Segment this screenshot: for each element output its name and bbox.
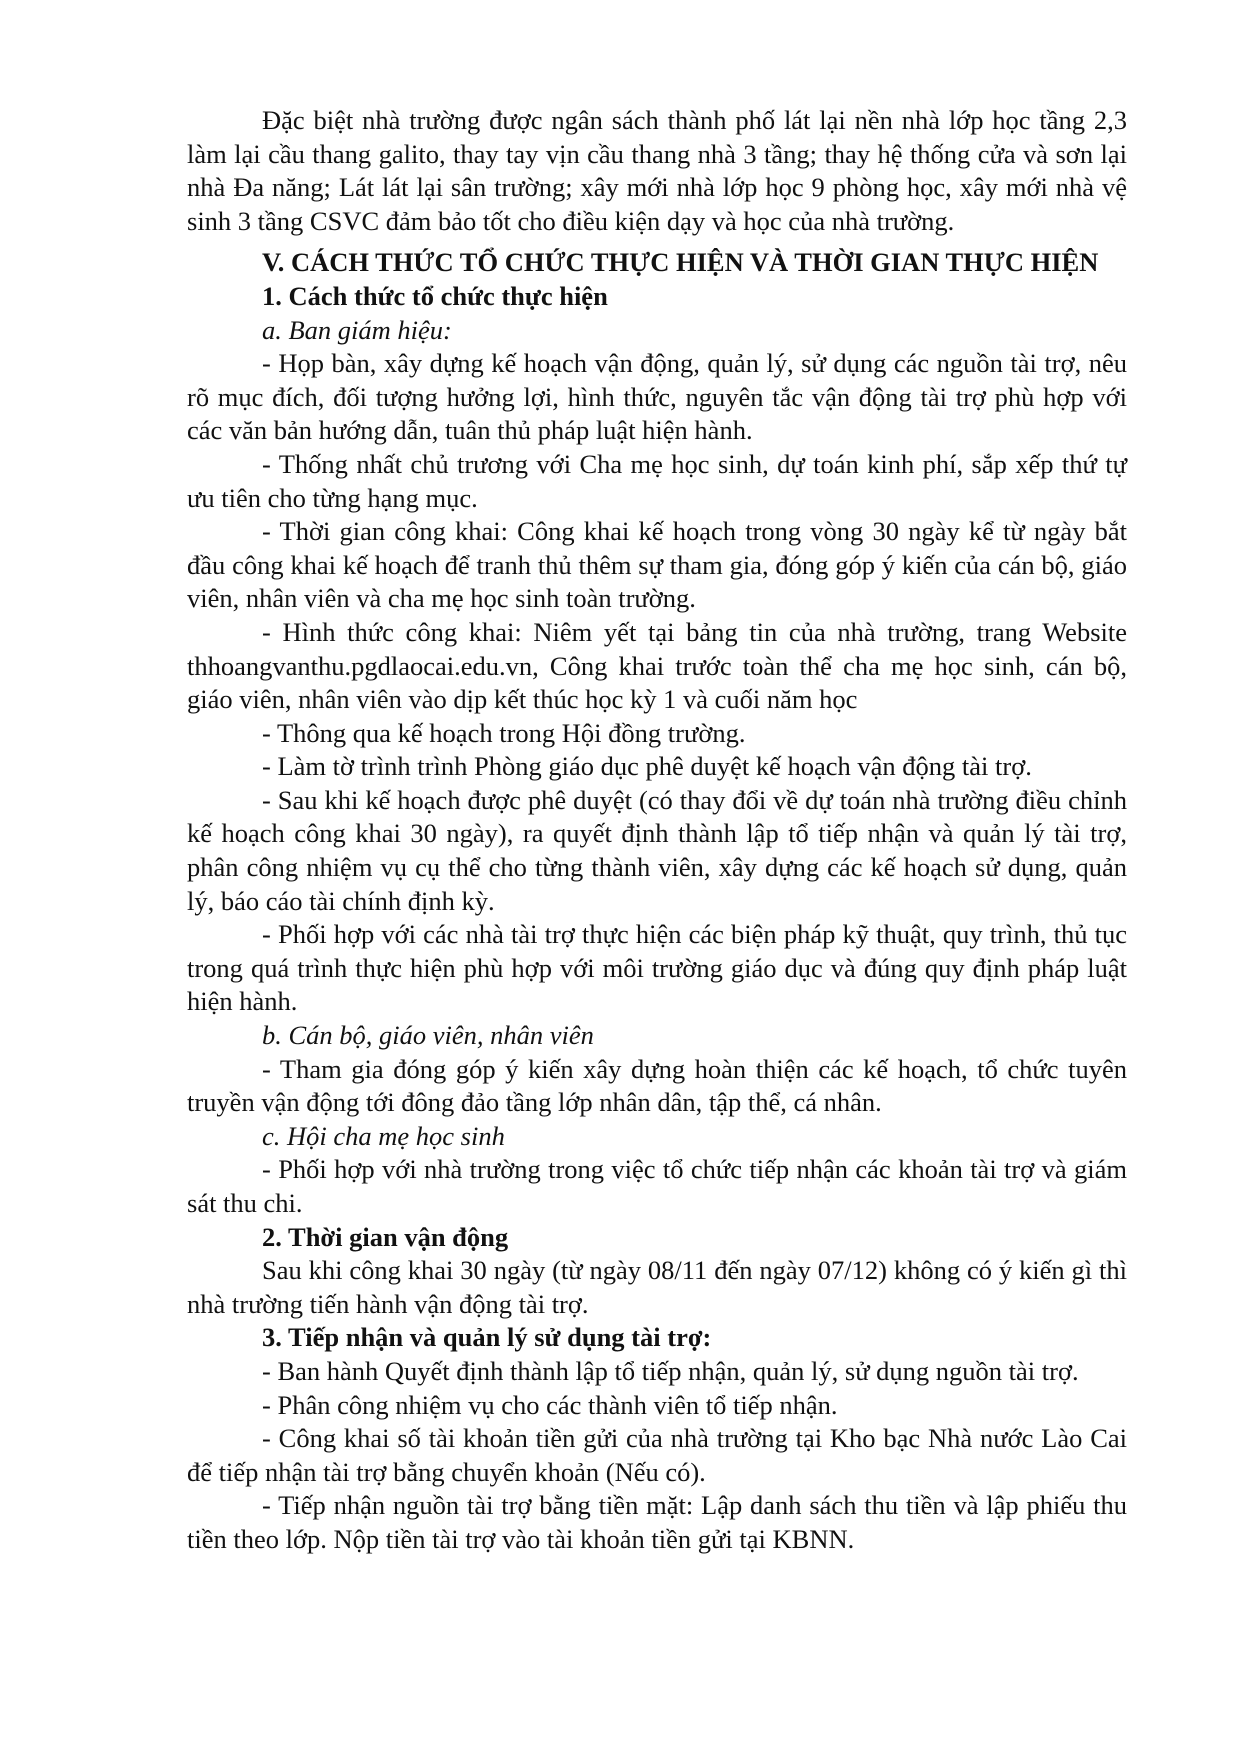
list-item: - Thống nhất chủ trương với Cha mẹ học sinh, dự toán kinh phí, sắp xếp thứ tự ưu tiên cho từng hạng mục.	[187, 448, 1127, 513]
subsection-b-heading: b. Cán bộ, giáo viên, nhân viên	[262, 1020, 594, 1051]
subsection-2-text: Sau khi công khai 30 ngày (từ ngày 08/11 đến ngày 07/12) không có ý kiến gì thì nhà trường tiến hành vận động tài trợ.	[187, 1255, 1127, 1319]
list-item: - Thông qua kế hoạch trong Hội đồng trường.	[262, 717, 746, 748]
list-item: - Tham gia đóng góp ý kiến xây dựng hoàn thiện các kế hoạch, tổ chức tuyên truyền vận động tới đông đảo tầng lớp nhân dân, tập thể, cá nhân.	[187, 1053, 1127, 1118]
subsection-a-heading: a. Ban giám hiệu:	[262, 314, 452, 345]
list-item: - Tiếp nhận nguồn tài trợ bằng tiền mặt: Lập danh sách thu tiền và lập phiếu thu tiền theo lớp. Nộp tiền tài trợ vào tài khoản tiền gửi tại KBNN.	[187, 1490, 1127, 1554]
section-v-heading: V. CÁCH THỨC TỔ CHỨC THỰC HIỆN VÀ THỜI GIAN THỰC HIỆN	[262, 247, 1099, 278]
intro-paragraph: Đặc biệt nhà trường được ngân sách thành phố lát lại nền nhà lớp học tầng 2,3 làm lại cầu thang galito, thay tay vịn cầu thang nhà 3 tầng; thay hệ thống cửa và sơn lại nhà Đa năng; Lát lát lại sân trường; xây mới nhà lớp học 9 phòng học, xây mới nhà vệ sinh 3 tầng CSVC đảm bảo tốt cho điều kiện dạy và học của nhà trường.	[187, 105, 1127, 236]
subsection-2-heading: 2. Thời gian vận động	[262, 1221, 509, 1252]
subsection-3-heading: 3. Tiếp nhận và quản lý sử dụng tài trợ:	[262, 1322, 712, 1353]
subsection-c-heading: c. Hội cha mẹ học sinh	[262, 1120, 505, 1151]
list-item: - Công khai số tài khoản tiền gửi của nhà trường tại Kho bạc Nhà nước Lào Cai để tiếp nhận tài trợ bằng chuyển khoản (Nếu có).	[187, 1423, 1127, 1487]
subsection-1-heading: 1. Cách thức tổ chức thực hiện	[262, 280, 608, 311]
list-item: - Hình thức công khai: Niêm yết tại bảng tin của nhà trường, trang Website thhoangvanthu.pgdlaocai.edu.vn, Công khai trước toàn thể cha mẹ học sinh, cán bộ, giáo viên, nhân viên vào dịp kết thúc học kỳ 1 và cuối năm học	[187, 616, 1127, 715]
list-item: - Phối hợp với nhà trường trong việc tổ chức tiếp nhận các khoản tài trợ và giám sát thu chi.	[187, 1154, 1127, 1218]
list-item: - Họp bàn, xây dựng kế hoạch vận động, quản lý, sử dụng các nguồn tài trợ, nêu rõ mục đích, đối tượng hưởng lợi, hình thức, nguyên tắc vận động tài trợ phù hợp với các văn bản hướng dẫn, tuân thủ pháp luật hiện hành.	[187, 348, 1127, 446]
list-item: - Làm tờ trình trình Phòng giáo dục phê duyệt kế hoạch vận động tài trợ.	[262, 751, 1032, 782]
list-item: - Phối hợp với các nhà tài trợ thực hiện các biện pháp kỹ thuật, quy trình, thủ tục trong quá trình thực hiện phù hợp với môi trường giáo dục và đúng quy định pháp luật hiện hành.	[187, 919, 1127, 1017]
list-item: - Sau khi kế hoạch được phê duyệt (có thay đổi về dự toán nhà trường điều chỉnh kế hoạch công khai 30 ngày), ra quyết định thành lập tổ tiếp nhận và quản lý tài trợ, phân công nhiệm vụ cụ thể cho từng thành viên, xây dựng các kế hoạch sử dụng, quản lý, báo cáo tài chính định kỳ.	[187, 784, 1127, 916]
list-item: - Thời gian công khai: Công khai kế hoạch trong vòng 30 ngày kể từ ngày bắt đầu công khai kế hoạch để tranh thủ thêm sự tham gia, đóng góp ý kiến của cán bộ, giáo viên, nhân viên và cha mẹ học sinh toàn trường.	[187, 516, 1127, 614]
list-item: - Phân công nhiệm vụ cho các thành viên tổ tiếp nhận.	[262, 1389, 838, 1420]
list-item: - Ban hành Quyết định thành lập tổ tiếp nhận, quản lý, sử dụng nguồn tài trợ.	[262, 1355, 1079, 1386]
